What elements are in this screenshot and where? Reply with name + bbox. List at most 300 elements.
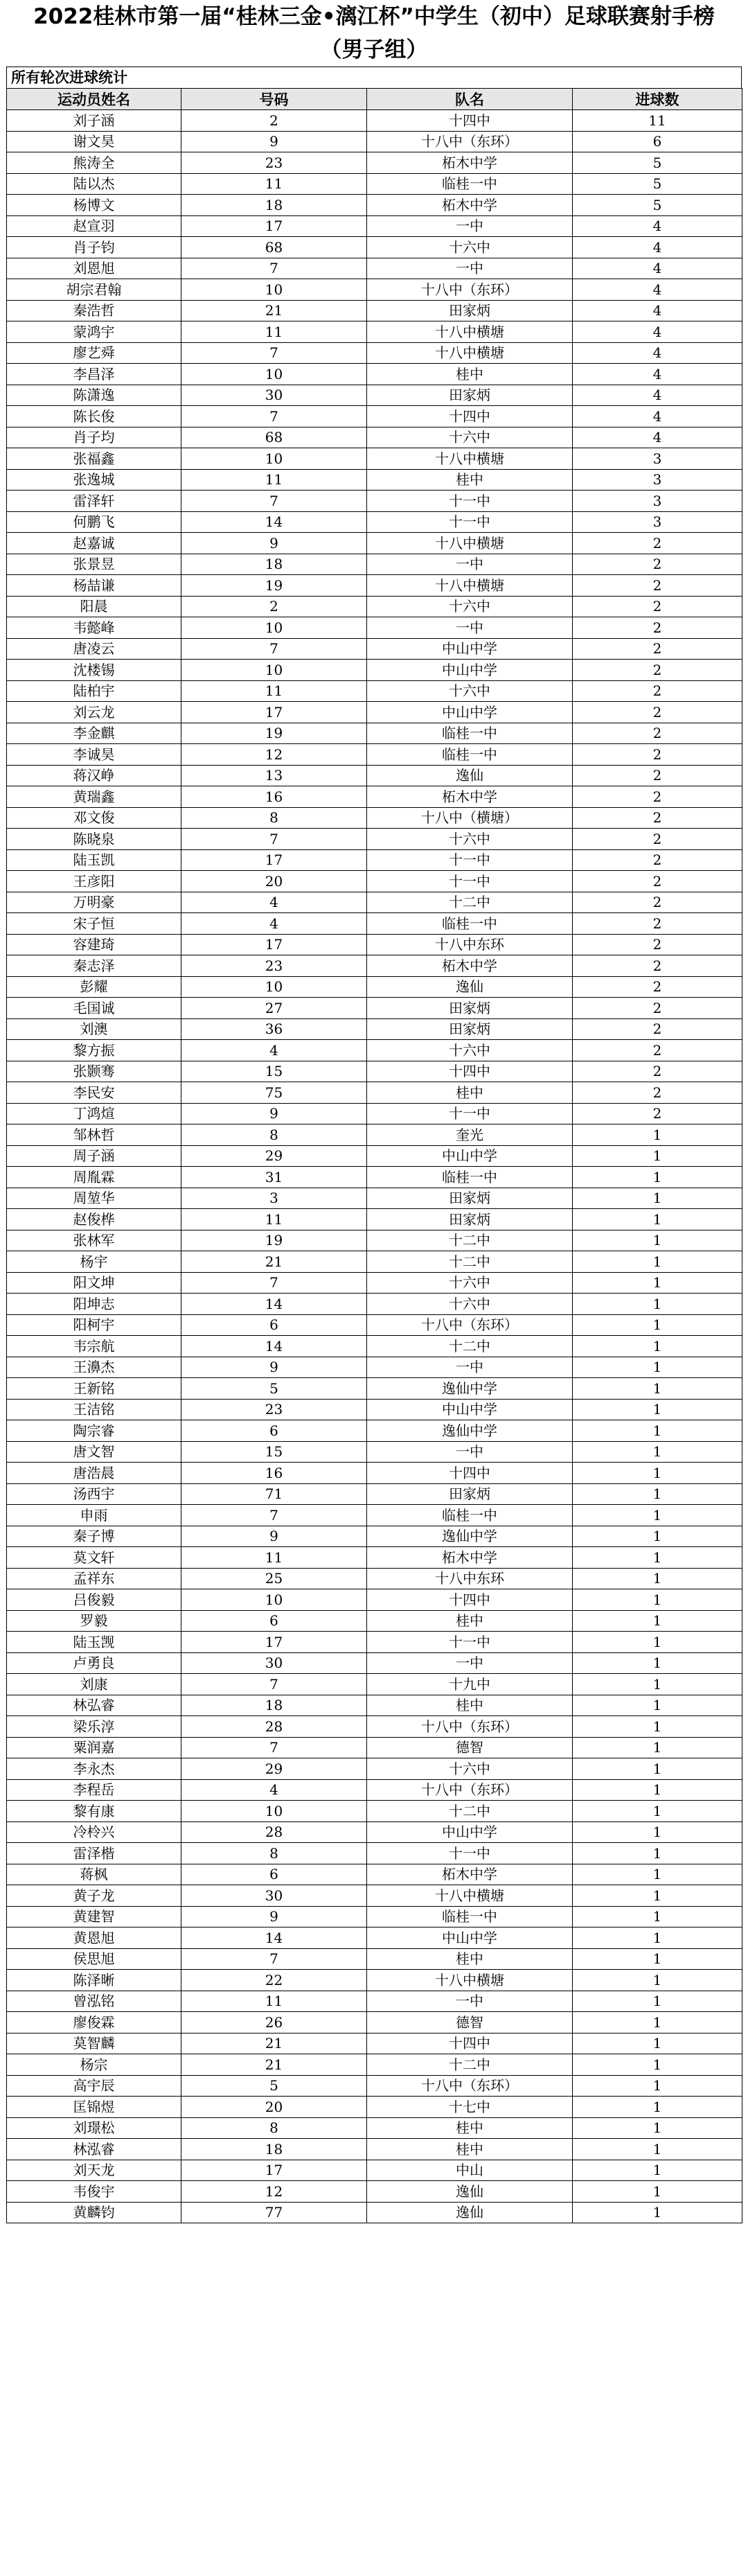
scorer-sheet xyxy=(6,0,742,2223)
player-name-cell: 张颢骞 xyxy=(7,1061,181,1082)
player-name-cell: 秦志泽 xyxy=(7,955,181,977)
table-row xyxy=(7,1568,742,1589)
team-cell: 十八中东环 xyxy=(367,1568,573,1589)
number-cell: 7 xyxy=(181,342,367,364)
table-row xyxy=(7,1737,742,1758)
table-row xyxy=(7,1652,742,1674)
table-row xyxy=(7,491,742,512)
goals-cell: 1 xyxy=(573,2181,742,2203)
number-cell: 15 xyxy=(181,1441,367,1463)
number-cell: 25 xyxy=(181,1568,367,1589)
player-name-cell: 陆柏宇 xyxy=(7,680,181,702)
table-row xyxy=(7,1230,742,1251)
player-name-cell: 孟祥东 xyxy=(7,1568,181,1589)
table-row xyxy=(7,1145,742,1167)
table-row xyxy=(7,1082,742,1104)
player-name-cell: 秦子博 xyxy=(7,1526,181,1547)
table-row xyxy=(7,1632,742,1653)
player-name-cell: 韦宗航 xyxy=(7,1336,181,1357)
number-cell: 8 xyxy=(181,1124,367,1146)
goals-cell: 1 xyxy=(573,1167,742,1188)
number-cell: 18 xyxy=(181,2139,367,2160)
table-row xyxy=(7,765,742,786)
number-cell: 17 xyxy=(181,934,367,955)
player-name-cell: 李昌泽 xyxy=(7,364,181,385)
team-cell: 桂中 xyxy=(367,2139,573,2160)
team-cell: 十一中 xyxy=(367,1632,573,1653)
number-cell: 10 xyxy=(181,617,367,639)
team-cell: 十八中东环 xyxy=(367,934,573,955)
number-cell: 10 xyxy=(181,1589,367,1611)
team-cell: 十一中 xyxy=(367,1843,573,1864)
goals-cell: 1 xyxy=(573,2202,742,2223)
team-cell: 十二中 xyxy=(367,892,573,913)
goals-cell: 4 xyxy=(573,427,742,448)
table-row xyxy=(7,744,742,766)
goals-cell: 2 xyxy=(573,892,742,913)
player-name-cell: 廖俊霖 xyxy=(7,2012,181,2034)
team-cell: 田家炳 xyxy=(367,1188,573,1209)
table-row xyxy=(7,680,742,702)
number-cell: 8 xyxy=(181,2117,367,2139)
player-name-cell: 黄恩旭 xyxy=(7,1927,181,1949)
number-cell: 7 xyxy=(181,638,367,660)
player-name-cell: 张福鑫 xyxy=(7,448,181,470)
number-cell: 22 xyxy=(181,1970,367,1991)
player-name-cell: 刘璟松 xyxy=(7,2117,181,2139)
goals-cell: 2 xyxy=(573,934,742,955)
team-cell: 十一中 xyxy=(367,871,573,892)
goals-cell: 1 xyxy=(573,1758,742,1780)
table-row xyxy=(7,1948,742,1970)
table-row xyxy=(7,1040,742,1061)
team-cell: 中山中学 xyxy=(367,638,573,660)
player-name-cell: 刘康 xyxy=(7,1674,181,1695)
table-row xyxy=(7,1420,742,1442)
table-row xyxy=(7,1526,742,1547)
table-row xyxy=(7,955,742,977)
table-row xyxy=(7,131,742,152)
player-name-cell: 丁鸿煊 xyxy=(7,1103,181,1124)
team-cell: 一中 xyxy=(367,258,573,279)
table-header-row xyxy=(7,89,742,110)
player-name-cell: 邓文俊 xyxy=(7,807,181,829)
number-cell: 7 xyxy=(181,1674,367,1695)
team-cell: 临桂一中 xyxy=(367,744,573,766)
number-cell: 11 xyxy=(181,173,367,195)
table-row xyxy=(7,258,742,279)
number-cell: 16 xyxy=(181,1463,367,1484)
player-name-cell: 张逸城 xyxy=(7,469,181,491)
player-name-cell: 陈晓泉 xyxy=(7,829,181,850)
table-row xyxy=(7,1124,742,1146)
team-cell: 中山中学 xyxy=(367,660,573,681)
goals-cell: 1 xyxy=(573,1357,742,1378)
team-cell: 柘木中学 xyxy=(367,1864,573,1885)
player-name-cell: 陈泽晰 xyxy=(7,1970,181,1991)
number-cell: 10 xyxy=(181,660,367,681)
team-cell: 十二中 xyxy=(367,1801,573,1822)
table-row xyxy=(7,110,742,132)
goals-cell: 1 xyxy=(573,1610,742,1632)
number-cell: 7 xyxy=(181,1272,367,1294)
table-row xyxy=(7,195,742,216)
table-row xyxy=(7,1758,742,1780)
number-cell: 7 xyxy=(181,829,367,850)
goals-cell: 2 xyxy=(573,702,742,723)
table-row xyxy=(7,1336,742,1357)
goals-cell: 1 xyxy=(573,1652,742,1674)
team-cell: 中山中学 xyxy=(367,702,573,723)
number-cell: 26 xyxy=(181,2012,367,2034)
table-row xyxy=(7,660,742,681)
table-row xyxy=(7,1505,742,1526)
player-name-cell: 莫文轩 xyxy=(7,1547,181,1569)
team-cell: 临桂一中 xyxy=(367,1505,573,1526)
goals-cell: 1 xyxy=(573,1272,742,1294)
number-cell: 15 xyxy=(181,1061,367,1082)
team-cell: 桂中 xyxy=(367,1610,573,1632)
player-name-cell: 李民安 xyxy=(7,1082,181,1104)
table-row xyxy=(7,173,742,195)
team-cell: 十八中（东环） xyxy=(367,1716,573,1738)
number-cell: 75 xyxy=(181,1082,367,1104)
player-name-cell: 刘恩旭 xyxy=(7,258,181,279)
player-name-cell: 曾泓铭 xyxy=(7,1991,181,2012)
player-name-cell: 吕俊毅 xyxy=(7,1589,181,1611)
team-cell: 桂中 xyxy=(367,364,573,385)
team-cell: 十一中 xyxy=(367,511,573,533)
goals-cell: 1 xyxy=(573,1695,742,1716)
table-row xyxy=(7,1018,742,1040)
goals-cell: 1 xyxy=(573,2160,742,2181)
table-row xyxy=(7,596,742,617)
number-cell: 28 xyxy=(181,1716,367,1738)
team-cell: 十四中 xyxy=(367,1061,573,1082)
player-name-cell: 申雨 xyxy=(7,1505,181,1526)
team-cell: 十八中（东环） xyxy=(367,279,573,301)
goals-cell: 4 xyxy=(573,364,742,385)
table-row xyxy=(7,511,742,533)
goals-cell: 2 xyxy=(573,1018,742,1040)
header-number: 号码 xyxy=(181,89,367,110)
goals-cell: 1 xyxy=(573,1314,742,1336)
team-cell: 一中 xyxy=(367,617,573,639)
team-cell: 十八中（横塘） xyxy=(367,807,573,829)
team-cell: 一中 xyxy=(367,1652,573,1674)
goals-cell: 4 xyxy=(573,385,742,406)
team-cell: 中山中学 xyxy=(367,1821,573,1843)
player-name-cell: 谢文昊 xyxy=(7,131,181,152)
team-cell: 十八中（东环） xyxy=(367,131,573,152)
goals-cell: 1 xyxy=(573,1906,742,1927)
table-row xyxy=(7,871,742,892)
table-row xyxy=(7,1103,742,1124)
table-row xyxy=(7,617,742,639)
player-name-cell: 黄瑞鑫 xyxy=(7,786,181,808)
player-name-cell: 陈长俊 xyxy=(7,406,181,427)
player-name-cell: 容建琦 xyxy=(7,934,181,955)
number-cell: 10 xyxy=(181,364,367,385)
number-cell: 6 xyxy=(181,1420,367,1442)
player-name-cell: 蒋汉峥 xyxy=(7,765,181,786)
number-cell: 5 xyxy=(181,1378,367,1400)
table-row xyxy=(7,1589,742,1611)
goals-cell: 1 xyxy=(573,1885,742,1907)
number-cell: 17 xyxy=(181,2160,367,2181)
player-name-cell: 侯思旭 xyxy=(7,1948,181,1970)
team-cell: 柘木中学 xyxy=(367,955,573,977)
goals-cell: 3 xyxy=(573,491,742,512)
team-cell: 十二中 xyxy=(367,1251,573,1273)
player-name-cell: 熊涛全 xyxy=(7,152,181,174)
goals-cell: 1 xyxy=(573,1821,742,1843)
table-row xyxy=(7,2012,742,2034)
goals-cell: 2 xyxy=(573,638,742,660)
number-cell: 30 xyxy=(181,385,367,406)
number-cell: 23 xyxy=(181,955,367,977)
player-name-cell: 韦懿峰 xyxy=(7,617,181,639)
goals-cell: 2 xyxy=(573,723,742,744)
team-cell: 十一中 xyxy=(367,491,573,512)
team-cell: 十二中 xyxy=(367,1336,573,1357)
player-name-cell: 阳柯宇 xyxy=(7,1314,181,1336)
goals-cell: 6 xyxy=(573,131,742,152)
number-cell: 21 xyxy=(181,2033,367,2054)
table-row xyxy=(7,2117,742,2139)
number-cell: 9 xyxy=(181,1103,367,1124)
player-name-cell: 蒋枫 xyxy=(7,1864,181,1885)
number-cell: 14 xyxy=(181,1927,367,1949)
goals-cell: 2 xyxy=(573,744,742,766)
number-cell: 31 xyxy=(181,1167,367,1188)
table-row xyxy=(7,300,742,321)
team-cell: 十四中 xyxy=(367,1589,573,1611)
team-cell: 逸仙 xyxy=(367,765,573,786)
scorer-table xyxy=(6,88,742,2223)
player-name-cell: 罗毅 xyxy=(7,1610,181,1632)
team-cell: 一中 xyxy=(367,1441,573,1463)
player-name-cell: 林弘睿 xyxy=(7,1695,181,1716)
team-cell: 十四中 xyxy=(367,1463,573,1484)
table-row xyxy=(7,1272,742,1294)
player-name-cell: 肖子钧 xyxy=(7,237,181,258)
player-name-cell: 阳晨 xyxy=(7,596,181,617)
player-name-cell: 陈潇逸 xyxy=(7,385,181,406)
player-name-cell: 李诚昊 xyxy=(7,744,181,766)
table-row xyxy=(7,1779,742,1801)
team-cell: 逸仙 xyxy=(367,976,573,998)
player-name-cell: 梁乐淳 xyxy=(7,1716,181,1738)
goals-cell: 2 xyxy=(573,1061,742,1082)
team-cell: 桂中 xyxy=(367,1082,573,1104)
goals-cell: 1 xyxy=(573,1336,742,1357)
player-name-cell: 胡宗君翰 xyxy=(7,279,181,301)
goals-cell: 4 xyxy=(573,215,742,237)
number-cell: 10 xyxy=(181,976,367,998)
player-name-cell: 赵宣羽 xyxy=(7,215,181,237)
team-cell: 临桂一中 xyxy=(367,723,573,744)
goals-cell: 1 xyxy=(573,1483,742,1505)
number-cell: 27 xyxy=(181,998,367,1019)
goals-cell: 1 xyxy=(573,1399,742,1420)
table-row xyxy=(7,448,742,470)
goals-cell: 2 xyxy=(573,1082,742,1104)
number-cell: 18 xyxy=(181,1695,367,1716)
number-cell: 11 xyxy=(181,1991,367,2012)
table-row xyxy=(7,1695,742,1716)
team-cell: 十六中 xyxy=(367,680,573,702)
team-cell: 德智 xyxy=(367,1737,573,1758)
number-cell: 14 xyxy=(181,511,367,533)
table-row xyxy=(7,533,742,554)
goals-cell: 2 xyxy=(573,849,742,871)
player-name-cell: 李永杰 xyxy=(7,1758,181,1780)
number-cell: 14 xyxy=(181,1336,367,1357)
team-cell: 桂中 xyxy=(367,469,573,491)
team-cell: 十八中横塘 xyxy=(367,575,573,597)
goals-cell: 1 xyxy=(573,1927,742,1949)
goals-cell: 1 xyxy=(573,1843,742,1864)
number-cell: 11 xyxy=(181,680,367,702)
table-row xyxy=(7,321,742,343)
player-name-cell: 黎方振 xyxy=(7,1040,181,1061)
number-cell: 19 xyxy=(181,575,367,597)
table-row xyxy=(7,723,742,744)
goals-cell: 1 xyxy=(573,2117,742,2139)
player-name-cell: 莫智麟 xyxy=(7,2033,181,2054)
goals-cell: 1 xyxy=(573,1991,742,2012)
goals-cell: 4 xyxy=(573,237,742,258)
team-cell: 中山中学 xyxy=(367,1145,573,1167)
goals-cell: 3 xyxy=(573,448,742,470)
goals-cell: 1 xyxy=(573,1547,742,1569)
table-row xyxy=(7,1674,742,1695)
table-row xyxy=(7,554,742,575)
player-name-cell: 粟润嘉 xyxy=(7,1737,181,1758)
number-cell: 13 xyxy=(181,765,367,786)
number-cell: 11 xyxy=(181,321,367,343)
team-cell: 中山中学 xyxy=(367,1927,573,1949)
table-row xyxy=(7,1314,742,1336)
table-row xyxy=(7,1906,742,1927)
team-cell: 临桂一中 xyxy=(367,1167,573,1188)
player-name-cell: 卢勇良 xyxy=(7,1652,181,1674)
table-row xyxy=(7,892,742,913)
number-cell: 9 xyxy=(181,533,367,554)
table-row xyxy=(7,849,742,871)
table-row xyxy=(7,2160,742,2181)
number-cell: 4 xyxy=(181,1779,367,1801)
goals-cell: 1 xyxy=(573,1970,742,1991)
goals-cell: 1 xyxy=(573,2139,742,2160)
player-name-cell: 彭耀 xyxy=(7,976,181,998)
table-row xyxy=(7,1970,742,1991)
number-cell: 17 xyxy=(181,702,367,723)
player-name-cell: 廖艺舜 xyxy=(7,342,181,364)
number-cell: 4 xyxy=(181,913,367,935)
goals-cell: 1 xyxy=(573,1251,742,1273)
table-row xyxy=(7,215,742,237)
goals-cell: 2 xyxy=(573,829,742,850)
player-name-cell: 杨喆谦 xyxy=(7,575,181,597)
table-row xyxy=(7,807,742,829)
table-row xyxy=(7,1167,742,1188)
table-row xyxy=(7,913,742,935)
number-cell: 21 xyxy=(181,300,367,321)
team-cell: 逸仙中学 xyxy=(367,1526,573,1547)
page-title xyxy=(6,0,742,67)
goals-cell: 4 xyxy=(573,321,742,343)
player-name-cell: 王洁铭 xyxy=(7,1399,181,1420)
player-name-cell: 陆玉凯 xyxy=(7,849,181,871)
team-cell: 田家炳 xyxy=(367,1209,573,1230)
number-cell: 17 xyxy=(181,849,367,871)
table-row xyxy=(7,1610,742,1632)
player-name-cell: 李金麒 xyxy=(7,723,181,744)
table-row xyxy=(7,1463,742,1484)
goals-cell: 11 xyxy=(573,110,742,132)
number-cell: 68 xyxy=(181,427,367,448)
number-cell: 10 xyxy=(181,448,367,470)
team-cell: 田家炳 xyxy=(367,300,573,321)
goals-cell: 2 xyxy=(573,533,742,554)
goals-cell: 1 xyxy=(573,1589,742,1611)
goals-cell: 1 xyxy=(573,1864,742,1885)
table-row xyxy=(7,702,742,723)
goals-cell: 2 xyxy=(573,765,742,786)
table-row xyxy=(7,1483,742,1505)
table-row xyxy=(7,1927,742,1949)
goals-cell: 2 xyxy=(573,554,742,575)
player-name-cell: 刘天龙 xyxy=(7,2160,181,2181)
number-cell: 11 xyxy=(181,1209,367,1230)
number-cell: 18 xyxy=(181,195,367,216)
goals-cell: 1 xyxy=(573,1124,742,1146)
goals-cell: 1 xyxy=(573,1674,742,1695)
team-cell: 柘木中学 xyxy=(367,195,573,216)
player-name-cell: 黎有康 xyxy=(7,1801,181,1822)
number-cell: 18 xyxy=(181,554,367,575)
table-row xyxy=(7,406,742,427)
team-cell: 十六中 xyxy=(367,1758,573,1780)
number-cell: 5 xyxy=(181,2075,367,2097)
table-row xyxy=(7,1188,742,1209)
number-cell: 28 xyxy=(181,1821,367,1843)
team-cell: 十九中 xyxy=(367,1674,573,1695)
player-name-cell: 毛国诚 xyxy=(7,998,181,1019)
player-name-cell: 冷柃兴 xyxy=(7,1821,181,1843)
goals-cell: 1 xyxy=(573,2012,742,2034)
goals-cell: 1 xyxy=(573,1230,742,1251)
table-row xyxy=(7,237,742,258)
goals-cell: 1 xyxy=(573,1526,742,1547)
team-cell: 十六中 xyxy=(367,237,573,258)
player-name-cell: 周子涵 xyxy=(7,1145,181,1167)
team-cell: 十六中 xyxy=(367,1040,573,1061)
team-cell: 柘木中学 xyxy=(367,786,573,808)
goals-cell: 4 xyxy=(573,342,742,364)
goals-cell: 4 xyxy=(573,258,742,279)
player-name-cell: 高宇辰 xyxy=(7,2075,181,2097)
number-cell: 7 xyxy=(181,1505,367,1526)
number-cell: 6 xyxy=(181,1314,367,1336)
team-cell: 十八中横塘 xyxy=(367,321,573,343)
table-row xyxy=(7,934,742,955)
team-cell: 临桂一中 xyxy=(367,1906,573,1927)
goals-cell: 1 xyxy=(573,2075,742,2097)
number-cell: 7 xyxy=(181,1737,367,1758)
